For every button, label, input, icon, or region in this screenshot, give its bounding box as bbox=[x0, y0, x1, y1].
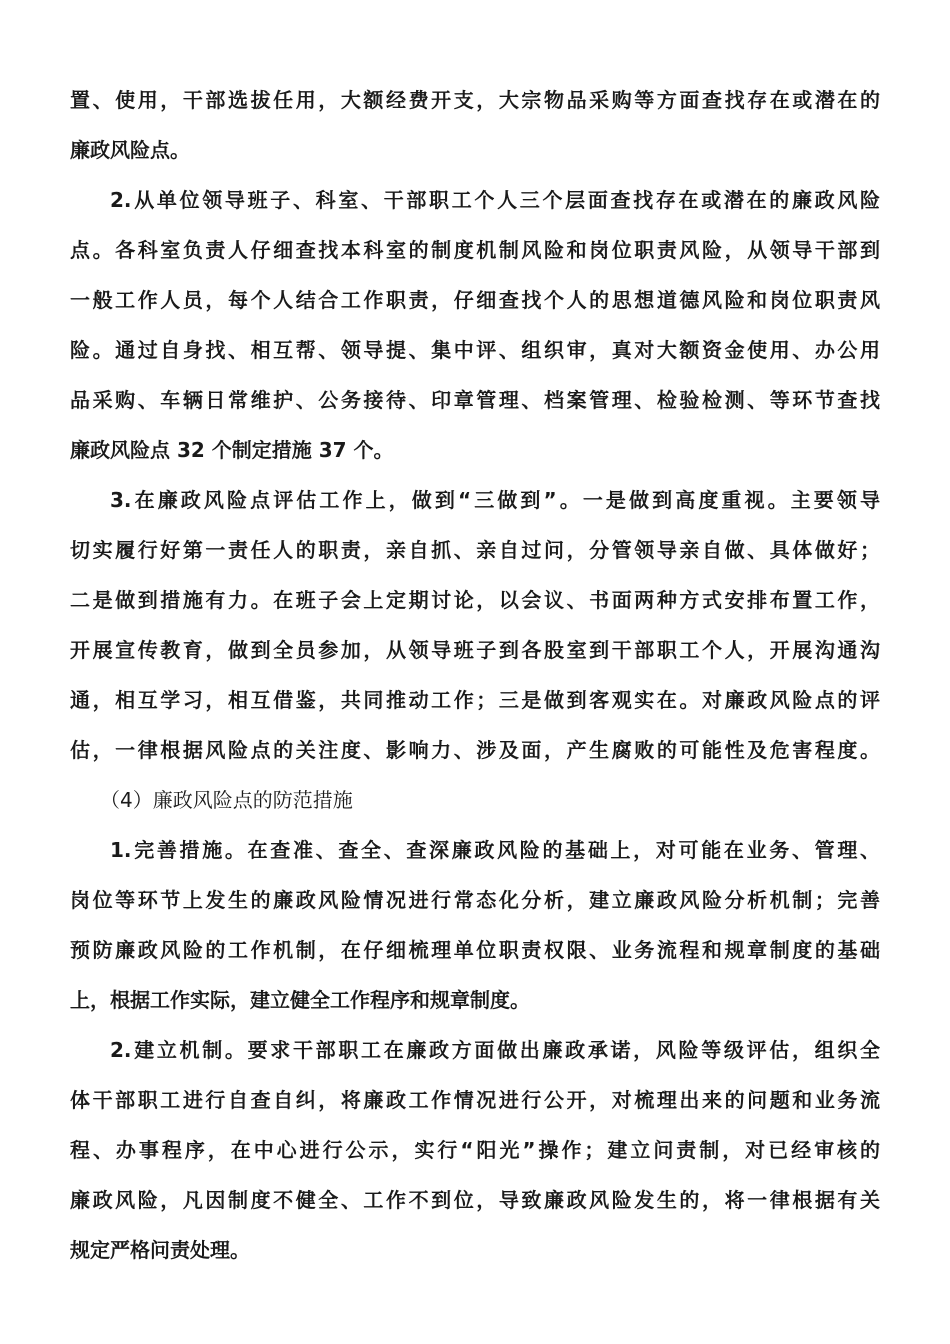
text-line: 体干部职工进行自查自纠，将廉政工作情况进行公开，对梳理出来的问题和业务流 bbox=[70, 1088, 880, 1112]
text-line: 2.建立机制。要求干部职工在廉政方面做出廉政承诺，风险等级评估，组织全 bbox=[110, 1038, 880, 1062]
text-line: 廉政风险点。 bbox=[70, 138, 190, 162]
text-line: 预防廉政风险的工作机制，在仔细梳理单位职责权限、业务流程和规章制度的基础 bbox=[70, 938, 880, 962]
text-line: 险。通过自身找、相互帮、领导提、集中评、组织审，真对大额资金使用、办公用 bbox=[70, 338, 880, 362]
document-page bbox=[70, 75, 880, 1275]
text-line: 切实履行好第一责任人的职责，亲自抓、亲自过问，分管领导亲自做、具体做好； bbox=[70, 538, 880, 562]
text-line: 通，相互学习，相互借鉴，共同推动工作；三是做到客观实在。对廉政风险点的评 bbox=[70, 688, 880, 712]
text-line: 廉政风险，凡因制度不健全、工作不到位，导致廉政风险发生的，将一律根据有关 bbox=[70, 1188, 880, 1212]
text-line: 开展宣传教育，做到全员参加，从领导班子到各股室到干部职工个人，开展沟通沟 bbox=[70, 638, 880, 662]
heading-text: （4）廉政风险点的防范措施 bbox=[100, 788, 353, 812]
text-line: 2.从单位领导班子、科室、干部职工个人三个层面查找存在或潜在的廉政风险 bbox=[110, 188, 880, 212]
text-line: 置、使用，干部选拔任用，大额经费开支，大宗物品采购等方面查找存在或潜在的 bbox=[70, 88, 880, 112]
paragraph-item-3 bbox=[70, 475, 880, 775]
text-line: 规定严格问责处理。 bbox=[70, 1238, 250, 1262]
paragraph-item-2 bbox=[70, 175, 880, 475]
text-line: 上，根据工作实际，建立健全工作程序和规章制度。 bbox=[70, 988, 530, 1012]
text-line: 点。各科室负责人仔细查找本科室的制度机制风险和岗位职责风险，从领导干部到 bbox=[70, 238, 880, 262]
text-line: 3.在廉政风险点评估工作上，做到“三做到”。一是做到高度重视。主要领导 bbox=[110, 488, 880, 512]
text-line: 一般工作人员，每个人结合工作职责，仔细查找个人的思想道德风险和岗位职责风 bbox=[70, 288, 880, 312]
text-line: 廉政风险点 32 个制定措施 37 个。 bbox=[70, 438, 394, 462]
text-line: 品采购、车辆日常维护、公务接待、印章管理、档案管理、检验检测、等环节查找 bbox=[70, 388, 880, 412]
text-line: 1.完善措施。在查准、查全、查深廉政风险的基础上，对可能在业务、管理、 bbox=[110, 838, 880, 862]
text-line: 岗位等环节上发生的廉政风险情况进行常态化分析，建立廉政风险分析机制；完善 bbox=[70, 888, 880, 912]
paragraph-item-2-mechanism bbox=[70, 1025, 880, 1275]
text-line: 估，一律根据风险点的关注度、影响力、涉及面，产生腐败的可能性及危害程度。 bbox=[70, 738, 880, 762]
text-line: 二是做到措施有力。在班子会上定期讨论，以会议、书面两种方式安排布置工作， bbox=[70, 588, 880, 612]
text-line: 程、办事程序，在中心进行公示，实行“阳光”操作；建立问责制，对已经审核的 bbox=[70, 1138, 880, 1162]
paragraph-continuation bbox=[70, 75, 880, 175]
section-heading bbox=[70, 775, 880, 825]
paragraph-item-1-measures bbox=[70, 825, 880, 1025]
